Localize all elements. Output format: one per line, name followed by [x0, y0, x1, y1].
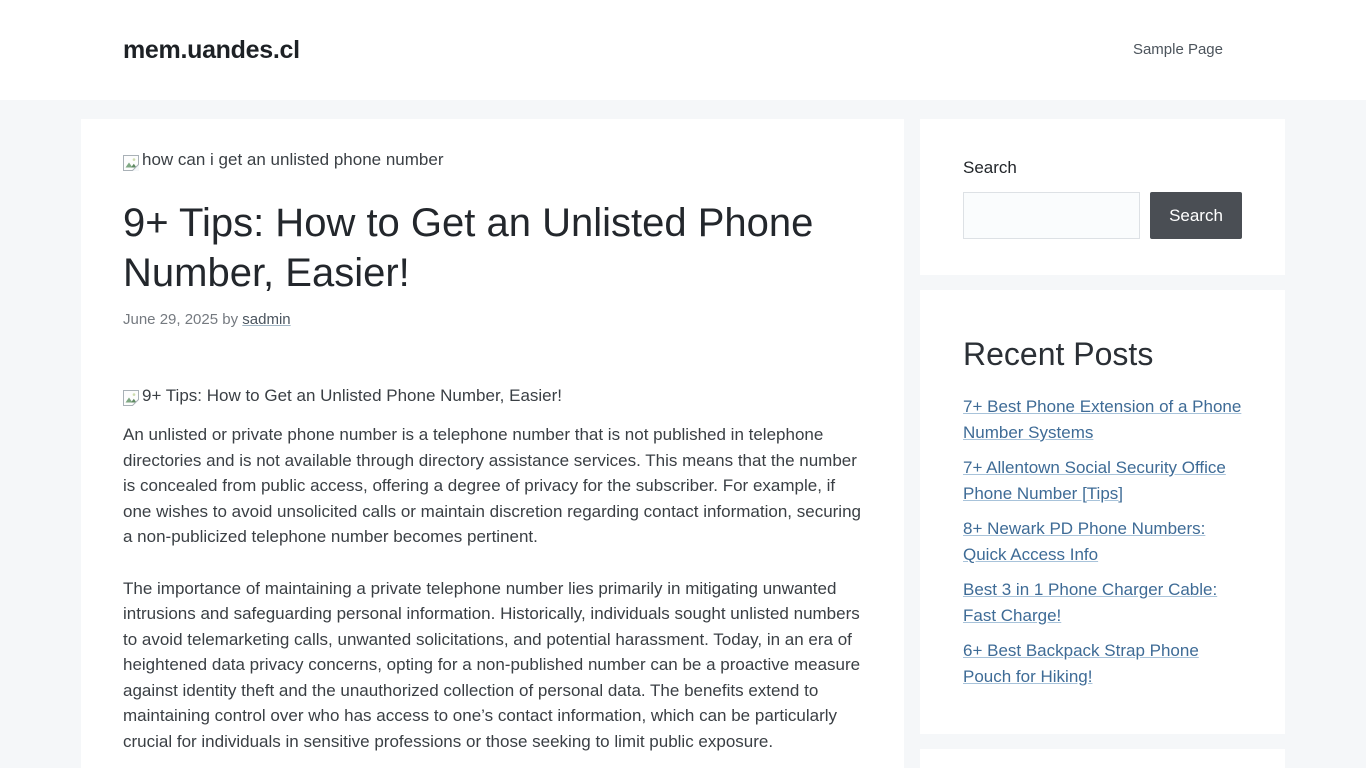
primary-nav: [1133, 41, 1223, 59]
inline-broken-image: [123, 385, 862, 407]
recent-post-link[interactable]: Best 3 in 1 Phone Charger Cable: Fast Charge!: [963, 580, 1218, 625]
search-button[interactable]: Search: [1150, 192, 1242, 239]
post-date: June 29, 2025: [123, 311, 219, 328]
search-widget: [920, 119, 1285, 275]
recent-post-link[interactable]: 6+ Best Backpack Strap Phone Pouch for Hiking!: [963, 641, 1199, 686]
list-item: [963, 455, 1242, 507]
list-item: [963, 394, 1242, 446]
search-input[interactable]: [963, 192, 1140, 239]
list-item: [963, 516, 1242, 568]
search-row: [963, 192, 1242, 239]
post-title: 9+ Tips: How to Get an Unlisted Phone Number, Easier!: [123, 201, 814, 295]
post-paragraph: The importance of maintaining a private telephone number lies primarily in mitigating unwanted intrusions and safeguarding personal information. Historically, individuals sought unlisted numbers to avoid telemarketing calls, unwanted solicitations, and potential harassment. Today, in an era of heightened data privacy concerns, opting for a non-published number can be a proactive measure against identity theft and the unauthorized collection of personal data. The benefits extend to maintaining control over who has access to one’s contact information, which can be particularly crucial for individuals in sensitive professions or those seeking to limit public exposure.: [123, 578, 861, 751]
recent-post-link[interactable]: 7+ Best Phone Extension of a Phone Number Systems: [963, 397, 1242, 442]
post-byline: by: [222, 311, 239, 328]
recent-post-link[interactable]: 8+ Newark PD Phone Numbers: Quick Access Info: [963, 519, 1206, 564]
article-card: [81, 119, 904, 768]
post-meta: [123, 311, 862, 328]
site-header: [0, 0, 1366, 100]
list-item: [963, 638, 1242, 690]
featured-image-alt-text: how can i get an unlisted phone number: [142, 152, 444, 169]
list-item: [963, 577, 1242, 629]
sidebar: [920, 119, 1285, 768]
recent-posts-list: [963, 394, 1242, 690]
post-author-link[interactable]: sadmin: [242, 311, 291, 328]
sidebar-widget-partial: [920, 749, 1285, 768]
recent-posts-heading: Recent Posts: [963, 336, 1154, 372]
nav-item-sample-page[interactable]: Sample Page: [1132, 41, 1223, 58]
inline-image-alt-text: 9+ Tips: How to Get an Unlisted Phone Number, Easier!: [142, 386, 563, 405]
broken-image-icon: [123, 155, 139, 171]
post-content: [123, 422, 862, 754]
post-paragraph: An unlisted or private phone number is a telephone number that is not published in telephone directories and is not available through directory assistance services. This means that the number is concealed from public access, offering a degree of privacy for the subscriber. For example, if one wishes to avoid unsolicited calls or maintain discretion regarding contact information, securing a non-publicized telephone number becomes pertinent.: [123, 425, 861, 546]
recent-posts-widget: [920, 290, 1285, 734]
recent-post-link[interactable]: 7+ Allentown Social Security Office Phone Number [Tips]: [963, 458, 1226, 503]
search-label: Search: [963, 158, 1017, 177]
site-title-link[interactable]: mem.uandes.cl: [123, 35, 300, 64]
page-layout: [81, 119, 1285, 768]
broken-image-icon: [123, 390, 139, 406]
featured-broken-image: [123, 152, 862, 172]
